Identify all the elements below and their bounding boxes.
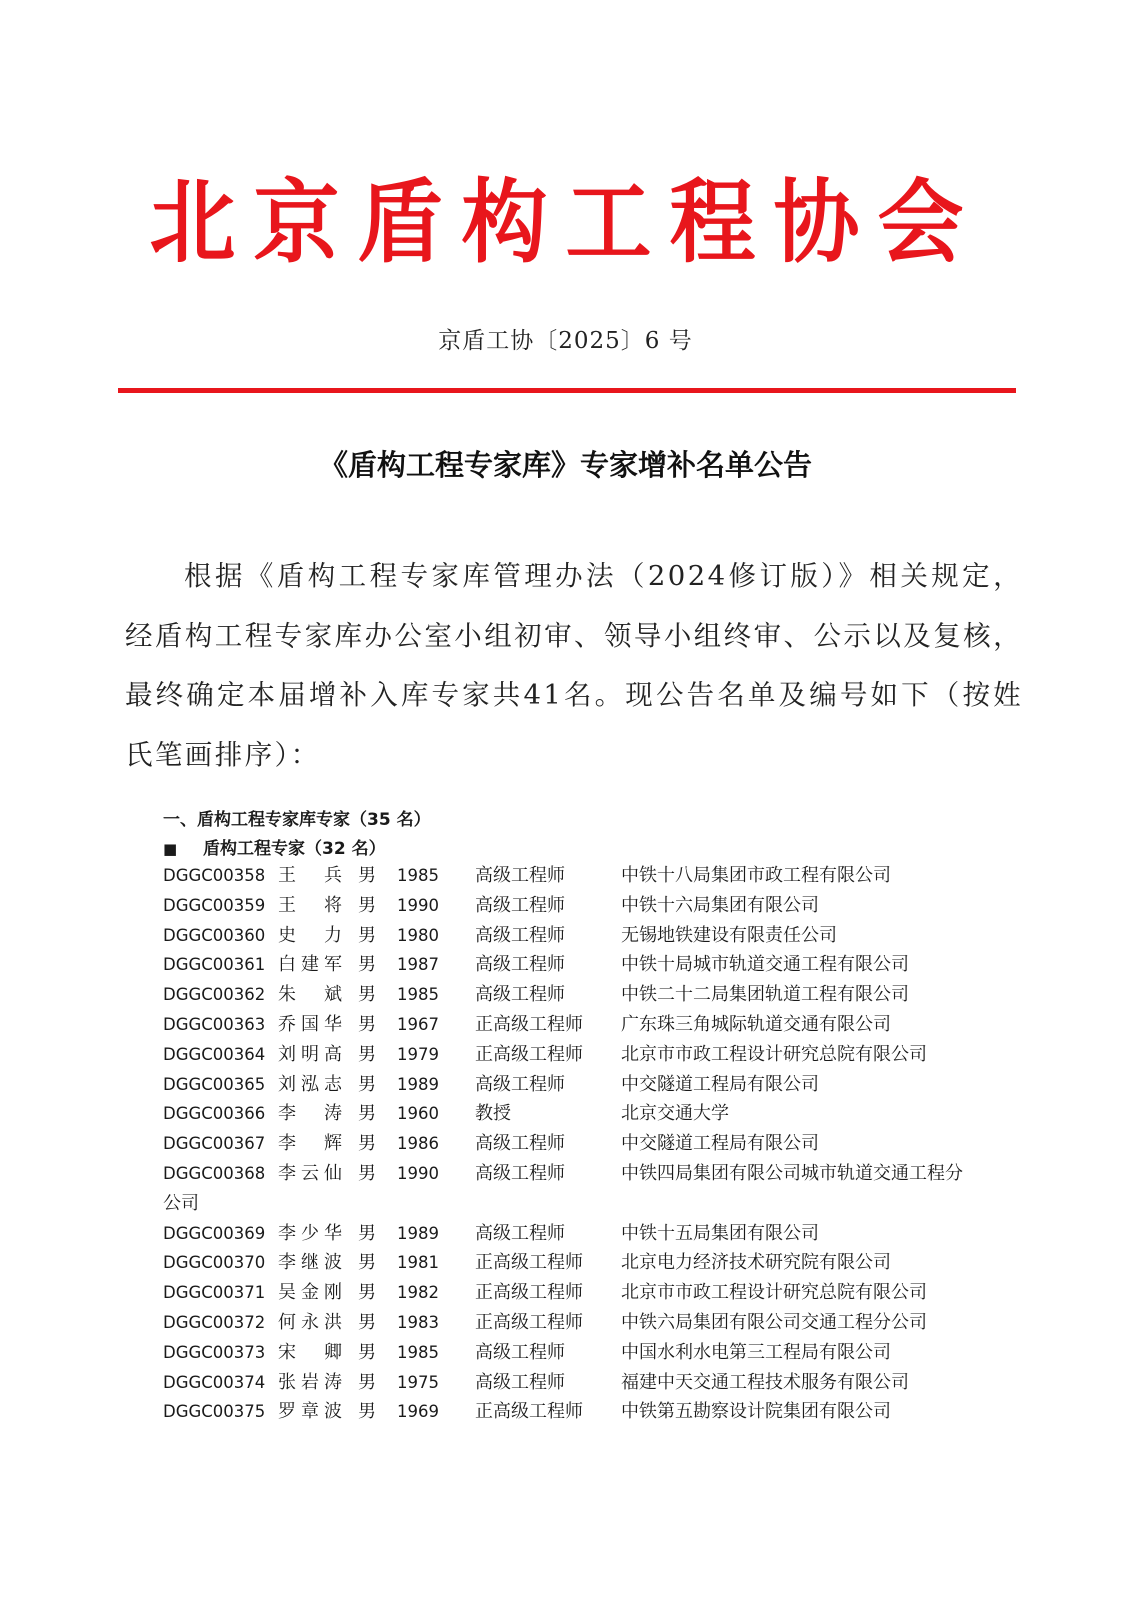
expert-birth-year: 1985 <box>397 1342 439 1362</box>
expert-organization: 北京交通大学 <box>621 1103 729 1125</box>
expert-birth-year: 1985 <box>397 985 439 1005</box>
expert-code: DGGC00359 <box>163 895 266 915</box>
expert-birth-year: 1986 <box>397 1134 439 1154</box>
expert-name: 何永洪 <box>278 1311 347 1333</box>
expert-sex: 男 <box>358 894 376 916</box>
expert-code: DGGC00363 <box>163 1014 266 1034</box>
expert-sex: 男 <box>358 1341 376 1363</box>
expert-birth-year: 1960 <box>397 1104 439 1124</box>
table-row <box>163 1010 1023 1040</box>
table-row <box>163 1070 1023 1100</box>
table-row <box>163 1248 1023 1278</box>
intro-paragraph <box>125 547 1023 785</box>
expert-code: DGGC00370 <box>163 1253 266 1273</box>
expert-birth-year: 1990 <box>397 1163 439 1183</box>
header-divider <box>118 388 1016 393</box>
expert-organization: 无锡地铁建设有限责任公司 <box>621 924 837 946</box>
expert-organization: 中交隧道工程局有限公司 <box>621 1133 819 1155</box>
expert-code: DGGC00372 <box>163 1312 266 1332</box>
table-row <box>163 1338 1023 1368</box>
expert-birth-year: 1987 <box>397 955 439 975</box>
expert-birth-year: 1975 <box>397 1372 439 1392</box>
expert-code: DGGC00362 <box>163 985 266 1005</box>
expert-organization: 中国水利水电第三工程局有限公司 <box>621 1341 891 1363</box>
expert-sex: 男 <box>358 1162 376 1184</box>
table-row <box>163 1278 1023 1308</box>
expert-sex: 男 <box>358 1401 376 1423</box>
table-row <box>163 1308 1023 1338</box>
expert-name: 李少华 <box>278 1222 347 1244</box>
table-row <box>163 1159 1023 1219</box>
expert-sex: 男 <box>358 1043 376 1065</box>
expert-birth-year: 1982 <box>397 1283 439 1303</box>
expert-name: 王 将 <box>278 894 347 916</box>
expert-name: 刘明高 <box>278 1043 347 1065</box>
expert-birth-year: 1979 <box>397 1044 439 1064</box>
expert-birth-year: 1969 <box>397 1402 439 1422</box>
expert-name: 张岩涛 <box>278 1371 347 1393</box>
expert-sex: 男 <box>358 1282 376 1304</box>
expert-birth-year: 1985 <box>397 866 439 885</box>
expert-name: 乔国华 <box>278 1013 347 1035</box>
expert-name: 罗章波 <box>278 1401 347 1423</box>
expert-organization: 中铁十局城市轨道交通工程有限公司 <box>621 954 909 976</box>
expert-organization: 北京市市政工程设计研究总院有限公司 <box>621 1043 927 1065</box>
expert-code: DGGC00374 <box>163 1372 266 1392</box>
table-row <box>163 1219 1023 1249</box>
expert-title: 教授 <box>475 1103 511 1125</box>
table-row <box>163 891 1023 921</box>
organization-masthead: 北京盾构工程协会 <box>149 169 982 276</box>
expert-sex: 男 <box>358 1073 376 1095</box>
expert-sex: 男 <box>358 984 376 1006</box>
expert-code: DGGC00365 <box>163 1074 266 1094</box>
expert-title: 正高级工程师 <box>475 1013 583 1035</box>
table-row <box>163 950 1023 980</box>
expert-sex: 男 <box>358 1371 376 1393</box>
table-row <box>163 1368 1023 1398</box>
sub-heading <box>163 834 386 859</box>
intro-text: 根据《盾构工程专家库管理办法（2024修订版）》相关规定，经盾构工程专家库办公室小组初审、领导小组终审、公示以及复核，最终确定本届增补入库专家共41名。现公告名单及编号如下（按姓氏笔画排序）： <box>125 560 1023 771</box>
expert-organization: 中铁十八局集团市政工程有限公司 <box>621 865 891 886</box>
expert-organization: 中铁六局集团有限公司交通工程分公司 <box>621 1311 927 1333</box>
expert-organization: 北京市市政工程设计研究总院有限公司 <box>621 1282 927 1304</box>
sub-heading-label: 盾构工程专家（32 名） <box>203 839 386 859</box>
expert-code: DGGC00360 <box>163 925 266 945</box>
expert-sex: 男 <box>358 1222 376 1244</box>
expert-birth-year: 1990 <box>397 895 439 915</box>
expert-birth-year: 1981 <box>397 1253 439 1273</box>
expert-title: 高级工程师 <box>475 924 565 946</box>
table-row <box>163 921 1023 951</box>
expert-code: DGGC00368 <box>163 1163 266 1183</box>
expert-birth-year: 1967 <box>397 1014 439 1034</box>
table-row <box>163 1129 1023 1159</box>
expert-name: 李 辉 <box>278 1133 347 1155</box>
expert-title: 高级工程师 <box>475 984 565 1006</box>
square-bullet-icon: ■ <box>163 840 178 858</box>
expert-organization: 中铁二十二局集团轨道工程有限公司 <box>621 984 909 1006</box>
expert-title: 正高级工程师 <box>475 1401 583 1423</box>
expert-title: 高级工程师 <box>475 1073 565 1095</box>
expert-sex: 男 <box>358 1252 376 1274</box>
table-row <box>163 1040 1023 1070</box>
expert-title: 高级工程师 <box>475 1162 565 1184</box>
expert-code: DGGC00367 <box>163 1134 266 1154</box>
expert-title: 高级工程师 <box>475 954 565 976</box>
expert-birth-year: 1983 <box>397 1312 439 1332</box>
expert-organization-continued: 公司 <box>163 1192 199 1214</box>
expert-code: DGGC00366 <box>163 1104 266 1124</box>
table-row <box>163 1397 1023 1427</box>
expert-organization: 福建中天交通工程技术服务有限公司 <box>621 1371 909 1393</box>
expert-name: 李云仙 <box>278 1162 347 1184</box>
table-row <box>163 980 1023 1010</box>
expert-name: 史 力 <box>278 924 347 946</box>
expert-code: DGGC00373 <box>163 1342 266 1362</box>
document-number: 京盾工协〔2025〕6 号 <box>438 328 693 354</box>
expert-roster <box>163 861 1023 1427</box>
expert-name: 李继波 <box>278 1252 347 1274</box>
expert-name: 吴金刚 <box>278 1282 347 1304</box>
expert-code: DGGC00364 <box>163 1044 266 1064</box>
expert-name: 刘泓志 <box>278 1073 347 1095</box>
expert-title: 正高级工程师 <box>475 1282 583 1304</box>
expert-organization: 广东珠三角城际轨道交通有限公司 <box>621 1013 891 1035</box>
expert-title: 高级工程师 <box>475 1133 565 1155</box>
expert-code: DGGC00371 <box>163 1283 266 1303</box>
expert-sex: 男 <box>358 865 376 886</box>
expert-title: 正高级工程师 <box>475 1252 583 1274</box>
expert-sex: 男 <box>358 1133 376 1155</box>
expert-name: 王 兵 <box>278 865 347 886</box>
expert-title: 高级工程师 <box>475 865 565 886</box>
expert-name: 朱 斌 <box>278 984 347 1006</box>
expert-organization: 北京电力经济技术研究院有限公司 <box>621 1252 891 1274</box>
expert-sex: 男 <box>358 1311 376 1333</box>
expert-organization: 中铁四局集团有限公司城市轨道交通工程分 <box>621 1162 963 1184</box>
expert-title: 高级工程师 <box>475 1222 565 1244</box>
expert-code: DGGC00369 <box>163 1223 266 1243</box>
expert-organization: 中铁十六局集团有限公司 <box>621 894 819 916</box>
expert-sex: 男 <box>358 954 376 976</box>
expert-birth-year: 1989 <box>397 1223 439 1243</box>
section-heading: 一、盾构工程专家库专家（35 名） <box>163 810 431 830</box>
notice-title: 《盾构工程专家库》专家增补名单公告 <box>318 448 812 482</box>
expert-sex: 男 <box>358 924 376 946</box>
expert-name: 李 涛 <box>278 1103 347 1125</box>
expert-title: 高级工程师 <box>475 1371 565 1393</box>
expert-sex: 男 <box>358 1103 376 1125</box>
table-row <box>163 861 1023 891</box>
expert-code: DGGC00375 <box>163 1402 266 1422</box>
expert-code: DGGC00361 <box>163 955 266 975</box>
expert-title: 高级工程师 <box>475 1341 565 1363</box>
expert-organization: 中铁第五勘察设计院集团有限公司 <box>621 1401 891 1423</box>
expert-organization: 中交隧道工程局有限公司 <box>621 1073 819 1095</box>
expert-birth-year: 1980 <box>397 925 439 945</box>
table-row <box>163 1099 1023 1129</box>
expert-title: 正高级工程师 <box>475 1043 583 1065</box>
expert-organization: 中铁十五局集团有限公司 <box>621 1222 819 1244</box>
expert-name: 白建军 <box>278 954 347 976</box>
expert-birth-year: 1989 <box>397 1074 439 1094</box>
expert-name: 宋 卿 <box>278 1341 347 1363</box>
expert-code: DGGC00358 <box>163 866 266 885</box>
expert-title: 高级工程师 <box>475 894 565 916</box>
expert-title: 正高级工程师 <box>475 1311 583 1333</box>
expert-sex: 男 <box>358 1013 376 1035</box>
